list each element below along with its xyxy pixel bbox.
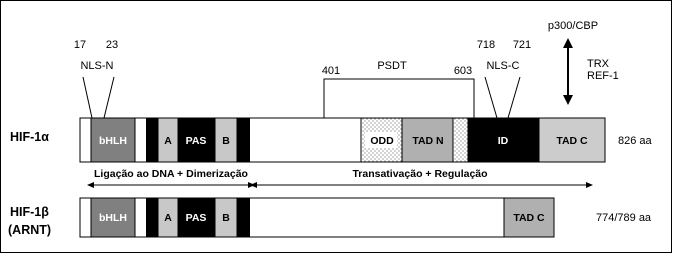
hif1a-domain-pas: [178, 118, 215, 162]
nls-n-end: 23: [105, 39, 119, 51]
hif1a-black-bar-2: [237, 118, 250, 162]
nls-c-line-right: [508, 77, 520, 118]
svg-text:A: A: [164, 135, 172, 147]
hif1b-domain-tad-c: [504, 198, 554, 237]
svg-text:PAS: PAS: [185, 212, 207, 224]
transactivation-region-label: Transativação + Regulação: [352, 168, 488, 180]
psdt-label: PSDT: [377, 60, 407, 72]
svg-text:TAD C: TAD C: [556, 135, 588, 147]
interaction-arrow-up-head: [563, 38, 573, 48]
hif1a-dotted-segment: [453, 118, 468, 162]
hif1b-alt-name: (ARNT): [8, 223, 52, 237]
nls-n-line-right: [104, 77, 114, 118]
hif1a-domain-bhlh: [91, 118, 135, 162]
nls-c-line-left: [485, 77, 497, 118]
svg-text:ID: ID: [497, 135, 509, 147]
ref1-label: REF-1: [587, 70, 619, 82]
hif1b-black-bar-2: [237, 198, 250, 237]
nls-c-start: 718: [476, 39, 496, 51]
nls-n-line-left: [83, 77, 92, 118]
hif1b-domain-b: [215, 198, 237, 237]
nls-n-label: NLS-N: [80, 60, 114, 72]
interaction-arrow-down-head: [563, 95, 573, 105]
hif1a-name: HIF-1α: [10, 130, 49, 144]
hif1b-length: 774/789 aa: [596, 212, 652, 224]
psdt-end: 603: [453, 65, 473, 77]
hif1a-domain-tad-n: [402, 118, 453, 162]
psdt-start: 401: [321, 65, 341, 77]
p300-cbp-label: p300/CBP: [547, 20, 599, 32]
nls-n-start: 17: [73, 39, 87, 51]
hif1b-name: HIF-1β: [10, 205, 49, 219]
svg-text:ODD: ODD: [370, 135, 394, 147]
hif1a-domain-a: [158, 118, 178, 162]
hif1a-length: 826 aa: [618, 135, 652, 147]
svg-text:TAD N: TAD N: [412, 135, 444, 147]
hif1a-domain-tad-c: [539, 118, 605, 162]
svg-text:bHLH: bHLH: [99, 135, 127, 147]
dna-binding-region-label: Ligação ao DNA + Dimerização: [94, 168, 248, 180]
svg-text:bHLH: bHLH: [99, 212, 127, 224]
hif1a-domain-b: [215, 118, 237, 162]
nls-c-label: NLS-C: [486, 60, 520, 72]
transactivation-arrow-left-head: [250, 182, 257, 188]
hif1a-domain-odd: [361, 118, 402, 162]
dna-binding-arrow-left-head: [87, 182, 94, 188]
nls-c-end: 721: [512, 39, 532, 51]
svg-text:A: A: [164, 212, 172, 224]
trx-label: TRX: [587, 58, 609, 70]
svg-text:B: B: [222, 212, 230, 224]
svg-text:B: B: [222, 135, 230, 147]
hif1b-domain-pas: [178, 198, 215, 237]
hif1b-black-bar: [146, 198, 158, 237]
svg-text:PAS: PAS: [185, 135, 207, 147]
hif1a-black-bar: [146, 118, 158, 162]
hif1b-domain-bhlh: [91, 198, 135, 237]
transactivation-arrow-right-head: [586, 182, 593, 188]
psdt-bracket: [324, 79, 474, 118]
hif1b-domain-a: [158, 198, 178, 237]
svg-text:TAD C: TAD C: [513, 212, 545, 224]
hif1a-domain-id: [468, 118, 539, 162]
